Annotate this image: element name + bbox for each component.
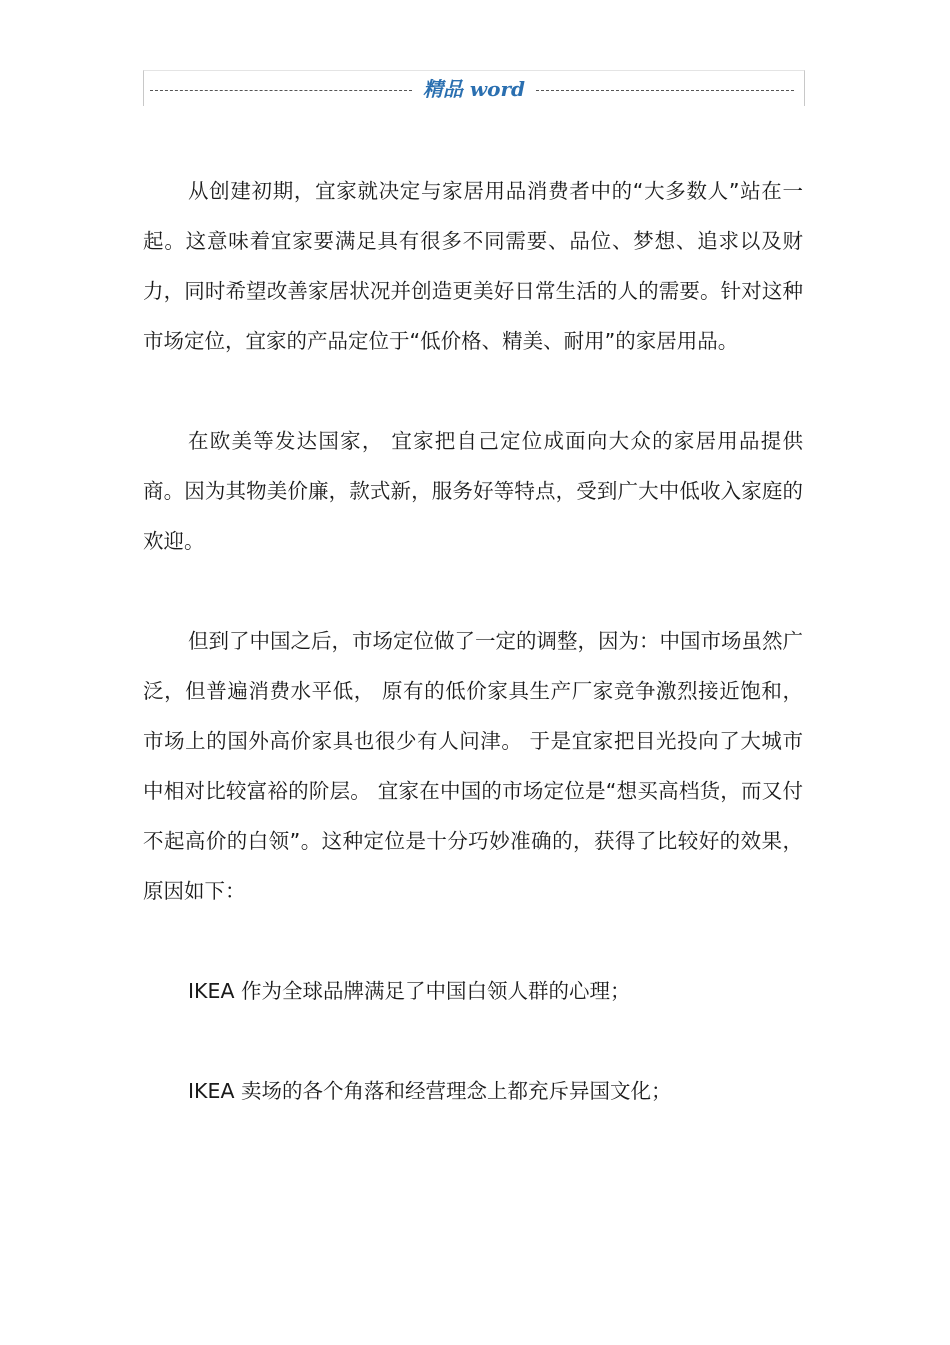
header-dashed-line-right xyxy=(536,90,794,91)
paragraph-western-markets: 在欧美等发达国家， 宜家把自己定位成面向大众的家居用品提供商。因为其物美价廉，款式新，服务好等特点，受到广大中低收入家庭的欢迎。 xyxy=(143,429,803,553)
paragraph-spacer xyxy=(143,366,803,416)
paragraph-spacer xyxy=(143,1016,803,1066)
header-title: 精品 word xyxy=(422,77,526,101)
paragraph-intro: 从创建初期，宜家就决定与家居用品消费者中的“大多数人”站在一起。这意味着宜家要满足具有很多不同需要、品位、梦想、追求以及财力，同时希望改善家居状况并创造更美好日常生活的人的需要。针对这种市场定位，宜家的产品定位于“低价格、精美、耐用”的家居用品。 xyxy=(143,179,803,353)
paragraph-china-positioning: 但到了中国之后，市场定位做了一定的调整，因为：中国市场虽然广泛，但普遍消费水平低， 原有的低价家具生产厂家竞争激烈接近饱和，市场上的国外高价家具也很少有人问津。 于是宜家把目光投向了大城市中相对比较富裕的阶层。 宜家在中国的市场定位是“想买高档货，而又付不起高价的白领”。这种定位是十分巧妙准确的，获得了比较好的效果，原因如下： xyxy=(143,629,803,903)
header-dashed-line-left xyxy=(150,90,412,91)
paragraph-spacer xyxy=(143,566,803,616)
paragraph-reason-culture: IKEA 卖场的各个角落和经营理念上都充斥异国文化； xyxy=(188,1079,672,1103)
paragraph-reason-brand: IKEA 作为全球品牌满足了中国白领人群的心理； xyxy=(188,979,631,1003)
document-body xyxy=(143,166,803,1116)
paragraph-spacer xyxy=(143,916,803,966)
